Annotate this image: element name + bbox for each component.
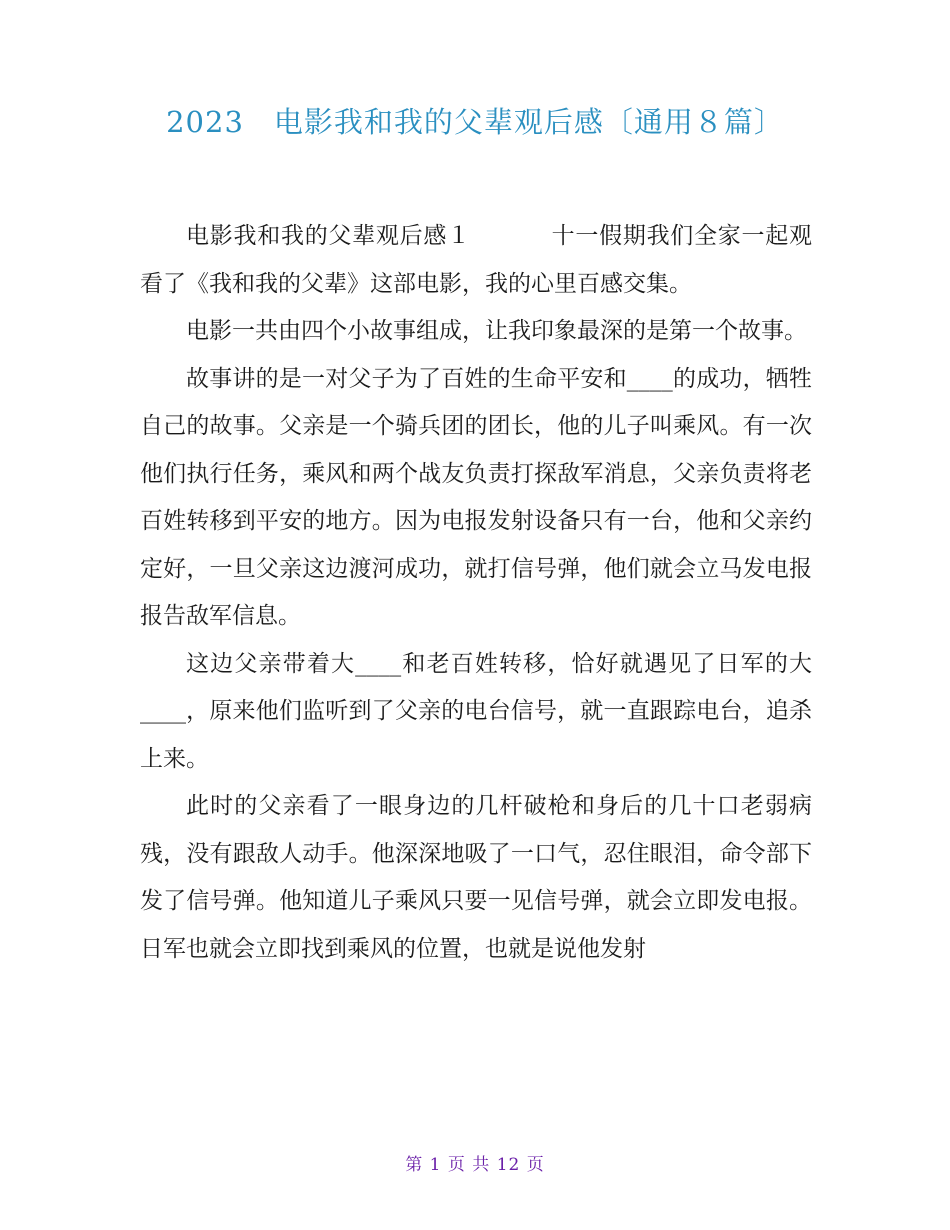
paragraph-3: 故事讲的是一对父子为了百姓的生命平安和____的成功，牺牲自己的故事。父亲是一个骑兵团的团长，他的儿子叫乘风。有一次他们执行任务，乘风和两个战友负责打探敌军消息，父亲负责将老百姓转移到平安的地方。因为电报发射设备只有一台，他和父亲约定好，一旦父亲这边渡河成功，就打信号弹，他们就会立马发电报报告敌军信息。 — [140, 365, 812, 629]
paragraph-4: 这边父亲带着大____和老百姓转移，恰好就遇见了日军的大____，原来他们监听到了父亲的电台信号，就一直跟踪电台，追杀上来。 — [140, 650, 812, 772]
section-heading: 电影我和我的父辈观后感１ — [186, 223, 471, 249]
document-title: 2023 电影我和我的父辈观后感〔通用８篇〕 — [166, 105, 784, 139]
page-number-footer: 第 1 页 共 12 页 — [405, 1155, 545, 1175]
paragraph-1 — [140, 213, 812, 308]
document-body — [140, 213, 812, 973]
paragraph-1-text: 十一假期我们全家一起观看了《我和我的父辈》这部电影，我的心里百感交集。 — [140, 223, 813, 297]
paragraph-2: 电影一共由四个小故事组成，让我印象最深的是第一个故事。 — [186, 318, 807, 344]
paragraph-5: 此时的父亲看了一眼身边的几杆破枪和身后的几十口老弱病残，没有跟敌人动手。他深深地吸了一口气，忍住眼泪，命令部下发了信号弹。他知道儿子乘风只要一见信号弹，就会立即发电报。日军也就会立即找到乘风的位置，也就是说他发射 — [140, 793, 812, 962]
